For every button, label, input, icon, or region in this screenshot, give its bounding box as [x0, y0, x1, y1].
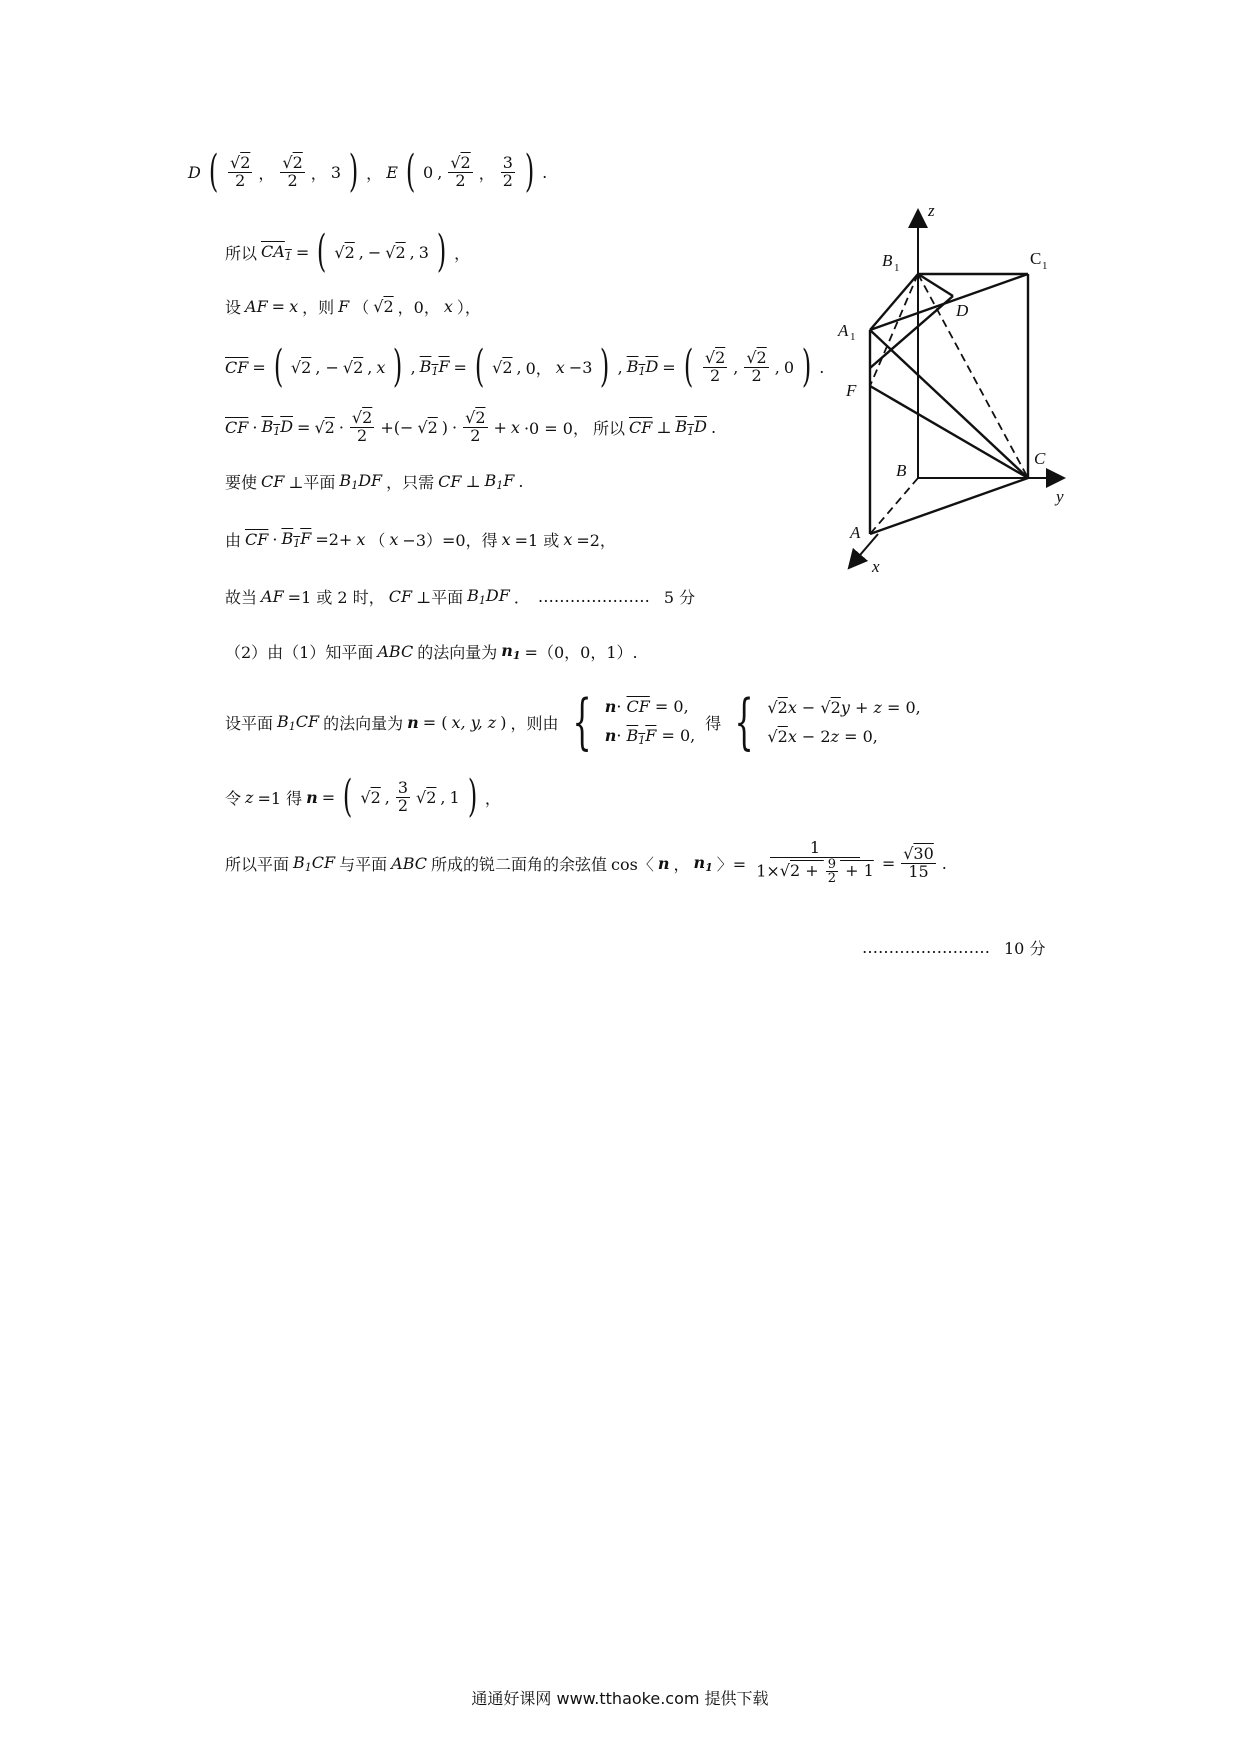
label-x: x [872, 557, 880, 576]
coord-0: 0， [525, 358, 552, 378]
cos-close: 〉= [716, 854, 747, 874]
comma: ， [478, 163, 495, 183]
plane-abc: ABC [391, 853, 427, 873]
text-normal: 的法向量为 [323, 713, 404, 733]
vector-cf: $\overline{CF}$ [628, 417, 653, 437]
vector-cf: $\overline{CF}$ [225, 417, 249, 437]
xyz: x, y, z [451, 712, 497, 732]
label-C: C [1034, 449, 1046, 468]
system-conditions: $n\cdot \overline{CF} = 0$, $n\cdot B_1F = 0$, [604, 697, 696, 747]
line-let-z: 令 z =1 得 n = ( √ 2 , $\frac{3}{2}$ √ 2 , 1 ) ， [225, 775, 501, 819]
paren-open: ( [405, 146, 416, 197]
svg-text:B: B [882, 251, 893, 270]
text-suoyi: 所以 [225, 243, 258, 263]
label-y: y [1056, 487, 1064, 506]
var-x: x [501, 530, 511, 549]
plus: + [493, 417, 507, 437]
cos-open: cos〈 [611, 854, 654, 874]
frac-sqrt2-over-2: √ $\frac{2}{2}$ [228, 155, 252, 190]
coord-0: 0 [783, 357, 795, 377]
text-you: 由 [225, 531, 242, 550]
vector-cf: $\overline{CF}$ [245, 530, 269, 549]
paren-open: ( [208, 146, 219, 197]
equals: = [297, 417, 311, 437]
sqrt-2: √ 2 [360, 788, 380, 807]
label-A: A [850, 523, 861, 542]
text-she: 设 [225, 298, 242, 317]
line-cf: CF [438, 472, 462, 491]
vector-cf: $\overline{CF}$ [225, 357, 249, 377]
paren-open: ( [683, 341, 693, 392]
sqrt-2: √ 2 [416, 788, 436, 807]
dot-leader: …………………… [862, 938, 990, 957]
paren-close: ) [801, 341, 812, 392]
period: . [518, 472, 524, 491]
vector-ca1: $CA_1$ [261, 241, 292, 263]
var-x: x [510, 417, 520, 437]
plane-b1df: $B_1DF$ [339, 471, 383, 492]
vector-n: n [657, 853, 670, 873]
frac-3-over-2: $\frac{3}{2}$ [397, 777, 409, 815]
text-ling: 令 [225, 788, 242, 808]
sqrt-2: √ 2 [343, 358, 363, 377]
coord-0: 0 [423, 162, 434, 182]
line-dot-product: $\overline{CF}$ · $B_1D$ = √ 2 · √ $\frac{2}{2}$ +(− √ 2 ) · √ $\frac{2}{2}$ + x ·0 = 0， 所以 $\overline{CF}$ ⊥ $B_1D$ . [225, 410, 716, 445]
plane-b1df: $B_1DF$ [467, 586, 510, 607]
line-conclusion-1 [225, 585, 695, 608]
label-B1 [882, 251, 900, 274]
line-cosine [225, 840, 947, 886]
text-de: 得 [705, 713, 722, 733]
period: . [542, 162, 548, 182]
svg-text:1: 1 [894, 262, 900, 274]
svg-text:C: C [1030, 249, 1042, 268]
paren-open: ( [474, 341, 485, 392]
frac-sqrt2-over-2-c: √ $\frac{2}{2}$ [448, 155, 472, 190]
perp: ⊥ [656, 417, 672, 437]
line-vectors: $\overline{CF}$ = ( √ 2 , − √ 2 , x ) , $B_1F$ = ( √ 2 , 0， x −3 ) , $B_1D$ = ( √ $\frac{2}{2}$ , √ $\frac{2}{2}$ , 0 ) . [225, 345, 824, 389]
vector-b1d: $B_1D$ [261, 416, 294, 438]
score-10: 10 分 [1004, 939, 1046, 958]
coord-1: 1 [449, 787, 460, 807]
sqrt-2: √ 2 [314, 418, 334, 437]
text-shepingmian: 设平面 [225, 713, 274, 733]
dot: · [338, 417, 344, 437]
eq1-text: =1 或 [514, 531, 560, 550]
comma: ， [484, 788, 501, 808]
svg-text:1: 1 [1042, 260, 1048, 272]
paren-close: ) [348, 146, 359, 197]
frac-sqrt2-over-2: √ $\frac{2}{2}$ [350, 410, 374, 445]
sqrt-2: √ 2 [385, 243, 405, 262]
text-yaoshi: 要使 [225, 473, 258, 492]
plane-b1cf: $B_1CF$ [293, 852, 336, 874]
period: . [941, 853, 947, 873]
plane-b1cf: $B_1CF$ [277, 711, 320, 733]
minus: − [367, 242, 382, 262]
var-x: x [376, 357, 386, 377]
var-x: x [289, 297, 299, 316]
solid-edges [870, 274, 1028, 534]
frac-sqrt2-over-2-b: √ $\frac{2}{2}$ [280, 155, 304, 190]
vector-b1f: $B_1F$ [419, 356, 450, 378]
frac-sqrt2-over-2-b: √ $\frac{2}{2}$ [463, 410, 487, 445]
paren-open: ( [317, 226, 327, 277]
dot: · [252, 417, 258, 437]
footer-credit: 通通好课网 www.tthaoke.com 提供下载 [471, 1689, 769, 1708]
vector-n: n [407, 712, 419, 732]
dot: · [452, 417, 458, 437]
sqrt-2: √ 2 [334, 243, 354, 262]
line-part2-normal [225, 640, 638, 663]
sqrt-2: √ 2 [373, 297, 393, 316]
line-b1f: $B_1F$ [484, 471, 515, 492]
comma: ， [258, 163, 275, 183]
label-C1 [1030, 249, 1048, 272]
score-5: 5 分 [663, 588, 696, 607]
line-set-af: 设 AF = x ，则 F （ √ 2 ，0， x ）， [225, 295, 481, 318]
line-cf: CF [388, 587, 413, 606]
period: . [819, 357, 825, 377]
eq2-text: =2， [576, 531, 616, 550]
minus3-text: −3）=0，得 [402, 531, 498, 550]
label-D: D [188, 162, 201, 182]
text-suoyi-pingmian: 所以平面 [225, 854, 290, 874]
var-z: z [245, 787, 254, 807]
segment-af: AF [261, 587, 284, 606]
comma: ， [366, 163, 383, 183]
text-normal: 的法向量为 [417, 643, 498, 662]
paren-close: ) [524, 146, 535, 197]
vector-b1d: $B_1D$ [675, 416, 707, 438]
paren-open: ( [273, 341, 284, 392]
equals: = [881, 853, 896, 873]
coord-3: 3 [418, 242, 429, 262]
text-rest: =1 或 2 时， [287, 588, 385, 607]
comma: ， [454, 243, 471, 263]
plane-abc: ABC [377, 642, 414, 661]
prism-figure [828, 206, 1078, 578]
n1-value: =（0，0，1）. [524, 643, 638, 662]
text-yupingmian: 与平面 [339, 854, 388, 874]
eq-text: =2+ [315, 530, 353, 549]
coord-rest: ，0， [397, 298, 440, 317]
svg-text:A: A [838, 321, 849, 340]
text-ze: ，则 [302, 298, 335, 317]
comma: ， [310, 163, 327, 183]
open-paren: （ [369, 531, 386, 550]
paren-close: ) [436, 226, 447, 277]
text-gudang: 故当 [225, 588, 258, 607]
text-zhixu: ，只需 [386, 473, 435, 492]
paren-close: ) [600, 341, 610, 392]
coord-3: 3 [330, 162, 341, 182]
close-paren: ) [500, 712, 507, 732]
var-x: x [389, 530, 399, 549]
frac-sqrt2-over-2-b: √ $\frac{2}{2}$ [744, 350, 768, 385]
close-paren: ）， [456, 298, 481, 317]
brace-left: { [572, 687, 592, 757]
line-solve-x [225, 528, 616, 551]
label-E: E [386, 162, 398, 182]
frac-cosine: 1 1× √ 2 + $\frac{9}{2}$ + 1 [754, 840, 876, 886]
perp: ⊥ [465, 472, 481, 491]
label-B: B [896, 461, 907, 480]
text-cosine-desc: 所成的锐二面角的余弦值 [431, 854, 608, 874]
equals: = [321, 787, 336, 807]
text-zeyou: ，则由 [510, 713, 559, 733]
equals: = [271, 297, 286, 316]
close-paren: ) [441, 417, 449, 437]
paren-open: ( [343, 771, 353, 822]
point-F: F [338, 297, 350, 316]
line-condition [225, 470, 524, 493]
comma: ， [673, 854, 690, 874]
line-cf: CF [261, 472, 285, 491]
frac-3-over-2: $\frac{3}{2}$ [502, 152, 513, 190]
vector-b1f: $B_1F$ [281, 529, 312, 550]
label-F: F [846, 381, 857, 400]
perp-plane: ⊥平面 [288, 473, 336, 492]
vector-n1: $n_1$ [501, 641, 521, 662]
frac-sqrt30-over-15: √ $\frac{30}{15}$ [901, 846, 936, 881]
label-D: D [956, 301, 969, 320]
line-point-coords: D ( √ $\frac{2}{2}$ ， √ $\frac{2}{2}$ ， 3 ) ， E ( 0 , √ $\frac{2}{2}$ ， $\frac{3}{2}$ ) . [188, 150, 547, 194]
var-x: x [356, 530, 366, 549]
label-z: z [928, 206, 935, 220]
sqrt-2: √ 2 [417, 418, 437, 437]
brace-left: { [734, 687, 754, 757]
vector-n: n [306, 787, 318, 807]
line-normal-system [225, 687, 921, 757]
perp-plane: ⊥平面 [416, 588, 464, 607]
var-x: x [443, 297, 453, 316]
line-score-10 [862, 936, 1045, 959]
eq1-text: =1 得 [257, 788, 303, 808]
var-x: x [563, 530, 573, 549]
sqrt-2: √ 2 [291, 358, 311, 377]
text-suoyi: 所以 [592, 418, 625, 438]
line-vector-ca1: 所以 $CA_1$ = ( √ 2 , − √ 2 , 3 ) ， [225, 230, 470, 274]
frac-sqrt2-over-2: √ $\frac{2}{2}$ [703, 350, 727, 385]
minus-3: −3 [568, 357, 593, 377]
system-equations: √ 2x − √ 2y + z = 0, √ 2x − 2z = 0, [767, 698, 920, 746]
equals-paren: = ( [422, 712, 448, 732]
dot-leader: ………………… [537, 587, 650, 606]
period: ． [513, 588, 530, 607]
plus-minus: +(− [380, 417, 414, 437]
segment-af: AF [245, 297, 268, 316]
text-part2: （2）由（1）知平面 [225, 643, 374, 662]
paren-close: ) [393, 341, 403, 392]
label-A1 [837, 321, 856, 343]
var-x: x [555, 357, 565, 377]
vector-n1: $n_1$ [693, 852, 713, 874]
sqrt-2: √ 2 [492, 358, 512, 377]
paren-close: ) [467, 771, 478, 822]
times-zero: ·0 = 0， [523, 418, 589, 438]
dot: · [272, 530, 278, 549]
vector-b1d: $B_1D$ [626, 356, 659, 378]
equals: = [295, 242, 310, 262]
svg-text:1: 1 [850, 331, 856, 343]
